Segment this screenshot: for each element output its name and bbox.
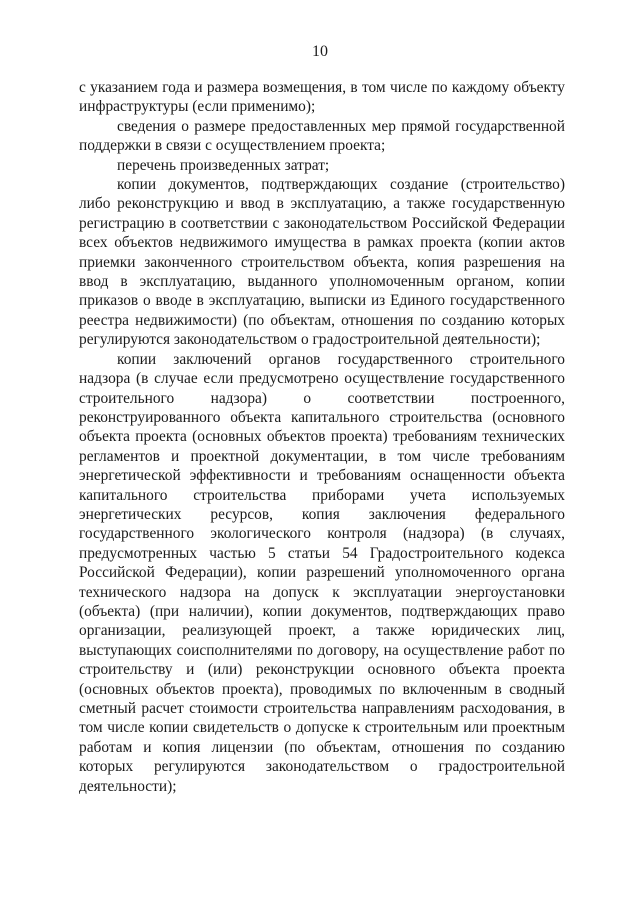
paragraph-1: с указанием года и размера возмещения, в том числе по каждому объекту инфраструктуры (если применимо); [79, 79, 565, 116]
page-number: 10 [312, 43, 328, 60]
paragraph-4: копии документов, подтверждающих создание (строительство) либо реконструкцию и ввод в эксплуатацию, а также государственную регистрацию в соответствии с законодательством Российской Федерации всех объектов недвижимого имущества в рамках проекта (копии актов приемки законченного строительством объекта, копия разрешения на ввод в эксплуатацию, выданного уполномоченным органом, копии приказов о вводе в эксплуатацию, выписки из Единого государственного реестра недвижимости) (по объектам, отношения по созданию которых регулируются законодательством о градостроительной деятельности); [79, 176, 565, 349]
paragraph-3: перечень произведенных затрат; [117, 156, 330, 174]
paragraph-2: сведения о размере предоставленных мер прямой государственной поддержки в связи с осуществлением проекта; [79, 117, 565, 155]
document-body [79, 78, 565, 796]
paragraph-5: копии заключений органов государственного строительного надзора (в случае если предусмотрено осуществление государственного строительного надзора) о соответствии построенного, реконструированного объекта капитального строительства (основного объекта проекта (основных объектов проекта) требованиям технических регламентов и проектной документации, в том числе требованиям энергетической эффективности и требованиям оснащенности объекта капитального строительства приборами учета используемых энергетических ресурсов, копия заключения федерального государственного экологического контроля (надзора) (в случаях, предусмотренных частью 5 статьи 54 Градостроительного кодекса Российской Федерации), копии разрешений уполномоченного органа технического надзора на допуск к эксплуатации энергоустановки (объекта) (при наличии), копии документов, подтверждающих право организации, реализующей проект, а также юридических лиц, выступающих соисполнителями по договору, на осуществление работ по строительству и (или) реконструкции основного объекта проекта (основных объектов проекта), проводимых по включенным в сводный сметный расчет стоимости строительства направлениям расходования, в том числе копии свидетельств о допуске к строительным или проектным работам и копия лицензии (по объектам, отношения по созданию которых регулируются законодательством о градостроительной деятельности); [79, 350, 565, 795]
